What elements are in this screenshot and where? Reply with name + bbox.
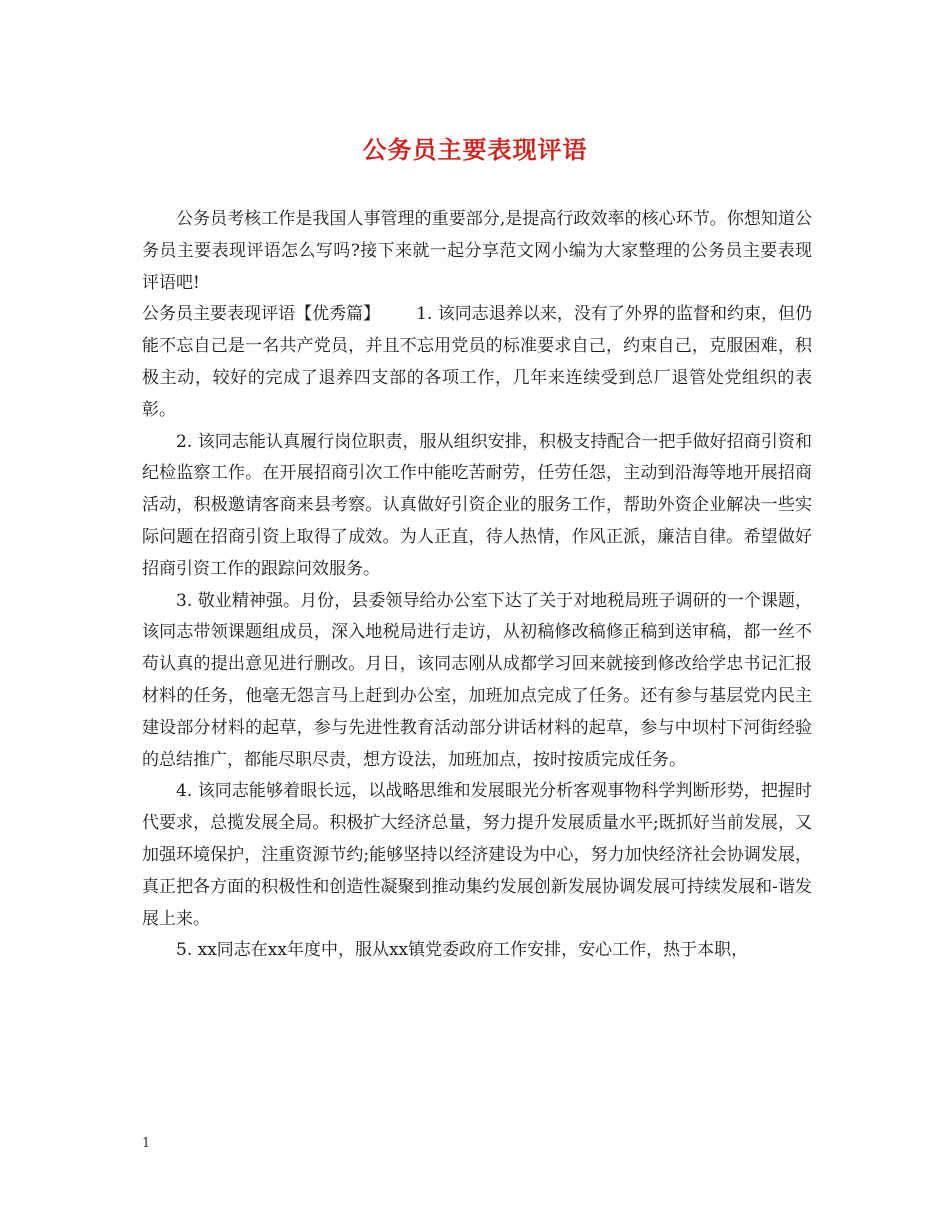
item-text-1: 1. 该同志退养以来，没有了外界的监督和约束，但仍能不忘自己是一名共产党员，并且不忘用党员的标准要求自己，约束自己，克服困难，积极主动，较好的完成了退养四支部的各项工作，几年来连续受到总厂退管处党组织的表彰。 xyxy=(142,304,813,420)
document-body xyxy=(142,204,812,967)
item-paragraph-1 xyxy=(142,299,812,426)
page-number: 1 xyxy=(142,1136,151,1151)
item-paragraph-3: 3. 敬业精神强。月份，县委领导给办公室下达了关于对地税局班子调研的一个课题，该同志带领课题组成员，深入地税局进行走访，从初稿修改稿修正稿到送审稿，都一丝不苟认真的提出意见进行删改。月日，该同志刚从成都学习回来就接到修改给学忠书记汇报材料的任务，他毫无怨言马上赶到办公室，加班加点完成了任务。还有参与基层党内民主建设部分材料的起草，参与先进性教育活动部分讲话材料的起草，参与中坝村下河街经验的总结推广，都能尽职尽责，想方设法，加班加点，按时按质完成任务。 xyxy=(142,590,812,770)
intro-paragraph: 公务员考核工作是我国人事管理的重要部分,是提高行政效率的核心环节。你想知道公务员主要表现评语怎么写吗?接下来就一起分享范文网小编为大家整理的公务员主要表现评语吧! xyxy=(142,209,812,293)
section-heading: 公务员主要表现评语【优秀篇】 xyxy=(142,304,381,325)
document-title: 公务员主要表现评语 xyxy=(362,135,588,164)
item-paragraph-4: 4. 该同志能够着眼长远，以战略思维和发展眼光分析客观事物科学判断形势，把握时代要求，总揽发展全局。积极扩大经济总量，努力提升发展质量水平;既抓好当前发展，又加强环境保护，注重资源节约;能够坚持以经济建设为中心，努力加快经济社会协调发展，真正把各方面的积极性和创造性凝聚到推动集约发展创新发展协调发展可持续发展和-谐发展上来。 xyxy=(142,781,812,929)
item-paragraph-2: 2. 该同志能认真履行岗位职责，服从组织安排，积极支持配合一把手做好招商引资和纪检监察工作。在开展招商引次工作中能吃苦耐劳，任劳任怨，主动到沿海等地开展招商活动，积极邀请客商来县考察。认真做好引资企业的服务工作，帮助外资企业解决一些实际问题在招商引资上取得了成效。为人正直，待人热情，作风正派，廉洁自律。希望做好招商引资工作的跟踪问效服务。 xyxy=(142,431,812,579)
item-paragraph-5: 5. xx同志在xx年度中，服从xx镇党委政府工作安排，安心工作，热于本职， xyxy=(176,940,749,961)
